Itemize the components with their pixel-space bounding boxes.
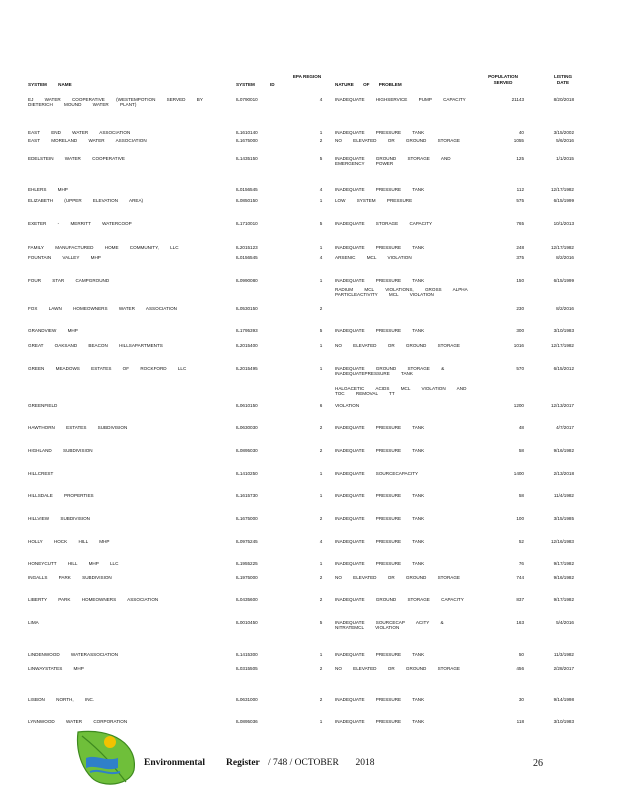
system-id-cell: IL0315505 [236,666,258,671]
system-id-cell: IL1415300 [236,652,258,657]
population-cell: 1400 [513,471,524,476]
listing-date-cell: 3/15/2002 [553,130,574,135]
listing-date-cell: 11/3/1982 [553,652,574,657]
population-cell: 52 [518,539,524,544]
epa-region-cell: 2 [319,697,323,702]
population-cell: 125 [516,156,524,161]
system-name-cell: HOLLY HOCK HILL MHP [28,539,110,544]
nature-cell: ARSENIC MCL VIOLATION [335,255,412,260]
nature-cell: NO ELEVATED OR GROUND STORAGE [335,666,460,671]
system-name-cell: HILLSDALE PROPERTIES [28,493,94,498]
page-footer [0,758,618,772]
system-name-cell: HILLCREST [28,471,54,476]
nature-cell: LOW SYSTEM PRESSURE [335,198,413,203]
population-cell: 575 [516,198,524,203]
system-name-cell: GREEN MEADOWS ESTATES OF ROCKFORD LLC [28,366,187,371]
population-cell: 30 [518,697,524,702]
nature-cell: INADEQUATE PRESSURE TANK [335,425,425,430]
system-name-cell: EDELSTEIN WATER COOPERATIVE [28,156,125,161]
footer-issue: / 748 / OCTOBER 2018 [268,758,375,768]
epa-region-cell: 5 [319,328,323,333]
footer-publication: Environmental [144,758,206,768]
listing-date-cell: 10/1/2013 [553,221,574,226]
system-name-cell: FOUR STAR CAMPGROUND [28,278,110,283]
epa-region-cell: 1 [319,366,323,371]
nature-cell: INADEQUATE PRESSURE TANK [335,539,425,544]
nature-cell: NO ELEVATED OR GROUND STORAGE [335,575,460,580]
system-name-cell: LISBON NORTH, INC. [28,697,95,702]
system-id-cell: IL1675000 [236,516,258,521]
nature-cell: VIOLATION [335,403,360,408]
listing-date-cell: 3/15/1985 [553,516,574,521]
system-id-cell: IL1955225 [236,561,258,566]
system-id-cell: IL2015400 [236,343,258,348]
listing-date-cell: 5/4/2016 [556,620,574,625]
system-id-cell: IL1610140 [236,130,258,135]
nature-cell: INADEQUATE SOURCECAPACITY [335,471,419,476]
epa-region-cell: 4 [319,539,323,544]
population-cell: 76 [518,561,524,566]
listing-date-cell: 2/28/2017 [553,666,574,671]
system-name-cell: LINWAYSTATES MHP [28,666,84,671]
system-id-cell: IL0156545 [236,187,258,192]
nature-cell: INADEQUATE PRESSURE TANK [335,187,425,192]
population-cell: 765 [516,221,524,226]
footer-register: Register [226,758,260,768]
listing-date-cell: 9/17/1982 [553,597,574,602]
system-id-cell: IL1435150 [236,156,258,161]
system-name-cell: LIBERTY PARK HOMEOWNERS ASSOCIATION [28,597,159,602]
epa-region-cell: 6 [319,403,323,408]
listing-date-cell: 9/16/1982 [553,448,574,453]
epa-region-cell: 5 [319,156,323,161]
population-cell: 163 [516,620,524,625]
header-population: POPULATION SERVED [488,74,518,85]
listing-date-cell: 5/6/2016 [556,138,574,143]
nature-cell: INADEQUATE PRESSURE TANK [335,493,425,498]
nature-cell: INADEQUATE PRESSURE TANK [335,516,425,521]
listing-date-cell: 8/20/2018 [553,97,574,102]
listing-date-cell: 3/10/1983 [553,328,574,333]
listing-date-cell: 12/13/2017 [551,403,574,408]
footer-page-number: 26 [533,758,543,769]
epa-region-cell: 1 [319,652,323,657]
nature-cell: HALOACETIC ACIDS MCL VIOLATION AND TOC REMOVAL TT [335,386,467,397]
system-name-cell: INGALLS PARK SUBDIVISION [28,575,112,580]
system-id-cell: IL2015495 [236,366,258,371]
epa-region-cell: 1 [319,343,323,348]
population-cell: 837 [516,597,524,602]
epa-region-cell: 2 [319,306,323,311]
system-name-cell: EAST END WATER ASSOCIATION [28,130,131,135]
population-cell: 1200 [513,403,524,408]
system-id-cell: IL0156545 [236,255,258,260]
listing-date-cell: 3/10/1983 [553,719,574,724]
system-id-cell: IL0610150 [236,403,258,408]
population-cell: 456 [516,666,524,671]
epa-region-cell: 1 [319,245,323,250]
nature-cell: INADEQUATE PRESSURE TANK [335,697,425,702]
population-cell: 112 [516,187,524,192]
epa-region-cell: 1 [319,493,323,498]
listing-date-cell: 12/17/1982 [551,343,574,348]
listing-date-cell: 9/16/1982 [553,575,574,580]
system-id-cell: IL0790010 [236,97,258,102]
epa-region-cell: 4 [319,187,323,192]
population-cell: 150 [516,278,524,283]
population-cell: 1055 [513,138,524,143]
nature-cell: NO ELEVATED OR GROUND STORAGE [335,138,460,143]
system-id-cell: IL1410250 [236,471,258,476]
system-name-cell: HIGHLAND SUBDIVISION [28,448,93,453]
nature-cell: INADEQUATE PRESSURE TANK [335,719,425,724]
system-id-cell: IL0630030 [236,425,258,430]
epa-region-cell: 2 [319,575,323,580]
nature-cell: NO ELEVATED OR GROUND STORAGE [335,343,460,348]
nature-cell: INADEQUATE STORAGE CAPACITY [335,221,433,226]
listing-date-cell: 9/17/1982 [553,561,574,566]
epa-region-cell: 1 [319,719,323,724]
listing-date-cell: 6/15/1999 [553,198,574,203]
population-cell: 48 [518,425,524,430]
header-system-id: SYSTEM [236,82,255,87]
epa-region-cell: 1 [319,561,323,566]
system-id-cell: IL2015123 [236,245,258,250]
population-cell: 21143 [511,97,524,102]
nature-cell: INADEQUATE PRESSURE TANK [335,561,425,566]
epa-region-cell: 1 [319,278,323,283]
population-cell: 375 [516,255,524,260]
system-id-cell: IL0850150 [236,198,258,203]
system-name-cell: EHLERS MHP [28,187,68,192]
system-id-cell: IL1975000 [236,575,258,580]
system-name-cell: EAST MORELAND WATER ASSOCIATION [28,138,147,143]
system-name-cell: EXETER - MERRITT WATERCOOP [28,221,132,226]
system-name-cell: LIMA [28,620,39,625]
nature-cell: INADEQUATE SOURCECAP ACITY & NITRATEMCL VIOLATION [335,620,444,631]
listing-date-cell: 8/2/2016 [556,306,574,311]
nature-cell: INADEQUATE HIGHSERVICE PUMP CAPACITY [335,97,466,102]
system-name-cell: ELIZABETH (UPPER ELEVATION AREA) [28,198,144,203]
population-cell: 230 [516,306,524,311]
epa-region-cell: 1 [319,130,323,135]
epa-region-cell: 5 [319,620,323,625]
epa-region-cell: 2 [319,666,323,671]
epa-region-cell: 2 [319,516,323,521]
system-name-cell: HILLVIEW SUBDIVISION [28,516,90,521]
system-id-cell: IL1675000 [236,138,258,143]
system-name-cell: LYNNWOOD WATER CORPORATION [28,719,128,724]
listing-date-cell: 11/4/1982 [553,493,574,498]
epa-region-cell: 2 [319,597,323,602]
population-cell: 58 [518,448,524,453]
system-name-cell: LINDENWOOD WATERASSOCIATION [28,652,119,657]
population-cell: 1016 [513,343,524,348]
epa-region-cell: 2 [319,448,323,453]
system-id-cell: IL0435600 [236,597,258,602]
population-cell: 744 [516,575,524,580]
nature-cell: INADEQUATE PRESSURE TANK [335,652,425,657]
population-cell: 118 [516,719,524,724]
epa-region-cell: 2 [319,425,323,430]
system-name-cell: FAMILY MANUFACTURED HOME COMMUNITY, LLC [28,245,179,250]
header-nature: NATURE OF PROBLEM [335,82,402,87]
system-id-cell: IL1795393 [236,328,258,333]
listing-date-cell: 1/1/2015 [556,156,574,161]
system-id-cell: IL1615730 [236,493,258,498]
listing-date-cell: 6/15/2012 [553,366,574,371]
population-cell: 570 [516,366,524,371]
sun-shape [104,736,116,748]
system-name-cell: GRANDVIEW MHP [28,328,78,333]
listing-date-cell: 12/16/1983 [551,539,574,544]
population-cell: 58 [518,493,524,498]
nature-cell: INADEQUATE PRESSURE TANK [335,130,425,135]
system-id-cell: IL0010450 [236,620,258,625]
system-id-cell: IL0895030 [236,448,258,453]
nature-cell: INADEQUATE PRESSURE TANK [335,448,425,453]
epa-region-cell: 1 [319,471,323,476]
nature-cell: INADEQUATE PRESSURE TANK [335,328,425,333]
nature-cell: INADEQUATE PRESSURE TANK [335,245,425,250]
nature-cell: INADEQUATE GROUND STORAGE AND EMERGENCY POWER [335,156,451,167]
header-system-name: SYSTEM NAME [28,82,72,87]
header-id: ID [270,82,275,87]
system-id-cell: IL0895036 [236,719,258,724]
system-id-cell: IL1710010 [236,221,258,226]
system-name-cell: HAWTHORN ESTATES SUBDIVISION [28,425,128,430]
header-listing-date: LISTING DATE [553,74,573,85]
system-name-cell: GREENFIELD [28,403,58,408]
epa-region-cell: 4 [319,255,323,260]
system-name-cell: HONEYCUTT HILL MHP LLC [28,561,119,566]
population-cell: 300 [516,328,524,333]
nature-cell: INADEQUATE PRESSURE TANK [335,278,425,283]
listing-date-cell: 8/2/2016 [556,255,574,260]
population-cell: 100 [516,516,524,521]
system-id-cell: IL0631000 [236,697,258,702]
system-id-cell: IL0990080 [236,278,258,283]
listing-date-cell: 9/14/1998 [553,697,574,702]
epa-region-cell: 2 [319,138,323,143]
listing-date-cell: 6/15/1999 [553,278,574,283]
population-cell: 50 [518,652,524,657]
system-id-cell: IL0530150 [236,306,258,311]
epa-region-cell: 5 [319,221,323,226]
listing-date-cell: 4/7/2017 [556,425,574,430]
nature-cell: INADEQUATE GROUND STORAGE & INADEQUATEPRESSURE TANK [335,366,445,377]
system-name-cell: GREAT OAKSAND BEACON HILLSAPARTMENTS [28,343,163,348]
listing-date-cell: 2/13/2018 [553,471,574,476]
epa-region-cell: 1 [319,198,323,203]
population-cell: 40 [518,130,524,135]
header-epa-region: EPA REGION [292,74,322,79]
nature-cell: INADEQUATE GROUND STORAGE CAPACITY [335,597,464,602]
system-name-cell: FOUNTAIN VALLEY MHP [28,255,101,260]
system-name-cell: FOX LAWN HOMEOWNERS WATER ASSOCIATION [28,306,177,311]
population-cell: 248 [516,245,524,250]
listing-date-cell: 12/17/1982 [551,245,574,250]
epa-region-cell: 4 [319,97,323,102]
system-id-cell: IL0975245 [236,539,258,544]
listing-date-cell: 12/17/1982 [551,187,574,192]
system-name-cell: EJ WATER COOPERATIVE (WESTEMPOTION SERVED BY DIETERICH MOUND WATER PLANT) [28,97,203,108]
nature-cell: RADIUM MCL VIOLATIONS, GROSS ALPHA PARTICLEACTIVITY MCL VIOLATION [335,287,468,298]
